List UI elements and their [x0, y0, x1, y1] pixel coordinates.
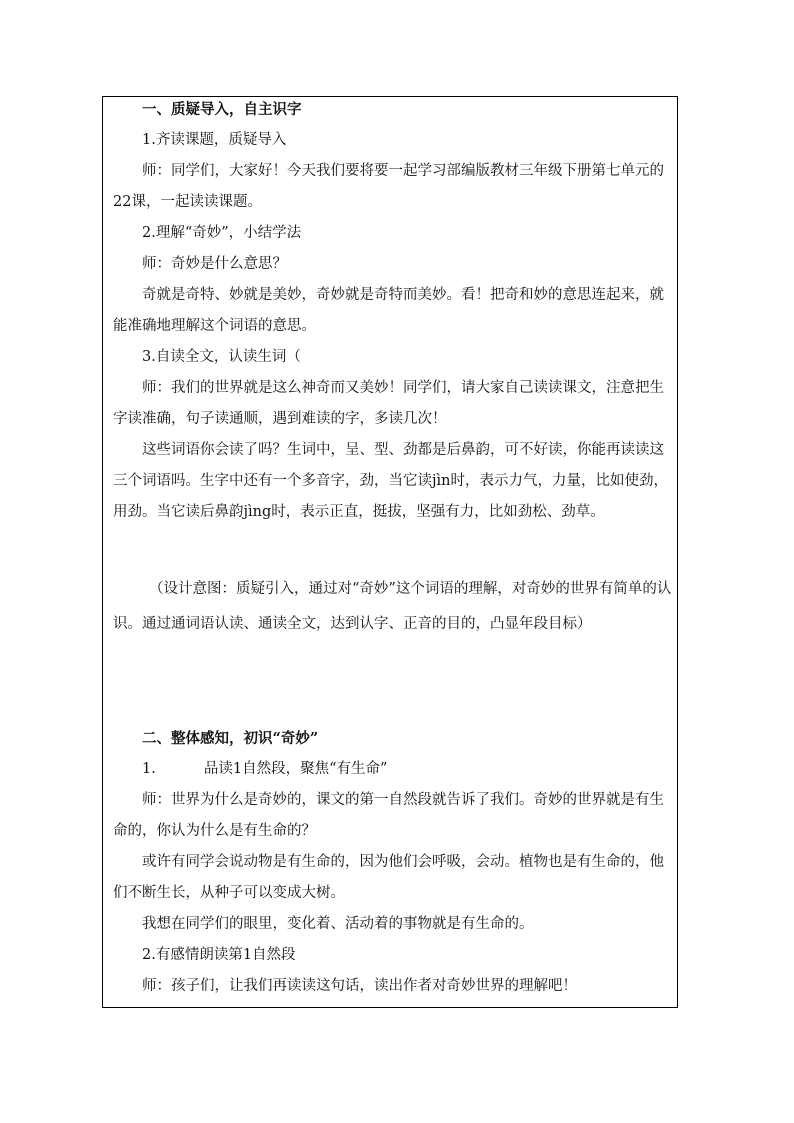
section2-step1-line	[113, 754, 673, 785]
section1-step1-teacher: 师：同学们，大家好！今天我们要将要一起学习部编版教材三年级下册第七单元的22课，一起读读课题。	[113, 163, 664, 210]
section1-step1-title: 1.齐读课题，质疑导入	[142, 132, 287, 148]
section2-step1-title: 品读1自然段，聚焦“有生命”	[203, 761, 388, 777]
section2-step2-teacher: 师：孩子们，让我们再读读这句话，读出作者对奇妙世界的理解吧！	[142, 978, 577, 994]
section1-step3-title: 3.自读全文，认读生词（	[142, 349, 301, 365]
section2-step1-summary: 我想在同学们的眼里，变化着、活动着的事物就是有生命的。	[142, 916, 534, 932]
section1-step3-words: 这些词语你会读了吗？生词中，呈、型、劲都是后鼻韵，可不好读，你能再读读这三个词语吗。生字中还有一个多音字，劲，当它读jìn时，表示力气，力量，比如使劲，用劲。当它读后鼻韵jìng时，表示正直，挺拔，坚强有力，比如劲松、劲草。	[113, 442, 668, 520]
section1-step3-teacher: 师：我们的世界就是这么神奇而又美妙！同学们，请大家自己读读课文，注意把生字读准确，句子读通顺，遇到难读的字，多读几次！	[113, 380, 664, 427]
section1-step2-teacher: 师：奇妙是什么意思？	[142, 256, 287, 272]
section2-heading: 二、整体感知，初识“奇妙”	[142, 730, 319, 747]
section2-step2-title: 2.有感情朗读第1自然段	[142, 947, 296, 963]
lesson-table	[102, 96, 678, 1008]
section2-step1-number: 1.	[142, 761, 156, 777]
section2-step1-teacher: 师：世界为什么是奇妙的，课文的第一自然段就告诉了我们。奇妙的世界就是有生命的，你认为什么是有生命的？	[113, 792, 664, 839]
section1-step2-explain: 奇就是奇特、妙就是美妙，奇妙就是奇特而美妙。看！把奇和妙的意思连起来，就能准确地理解这个词语的意思。	[113, 287, 664, 334]
section1-heading: 一、质疑导入，自主识字	[142, 101, 302, 118]
section2-step1-answer: 或许有同学会说动物是有生命的，因为他们会呼吸，会动。植物也是有生命的，他们不断生长，从种子可以变成大树。	[113, 854, 664, 901]
section1-design-intent: （设计意图：质疑引入，通过对“奇妙”这个词语的理解，对奇妙的世界有简单的认识。通过通词语认读、通读全文，达到认字、正音的目的，凸显年段目标）	[113, 581, 672, 632]
section1-step2-title: 2.理解“奇妙”，小结学法	[142, 225, 302, 241]
